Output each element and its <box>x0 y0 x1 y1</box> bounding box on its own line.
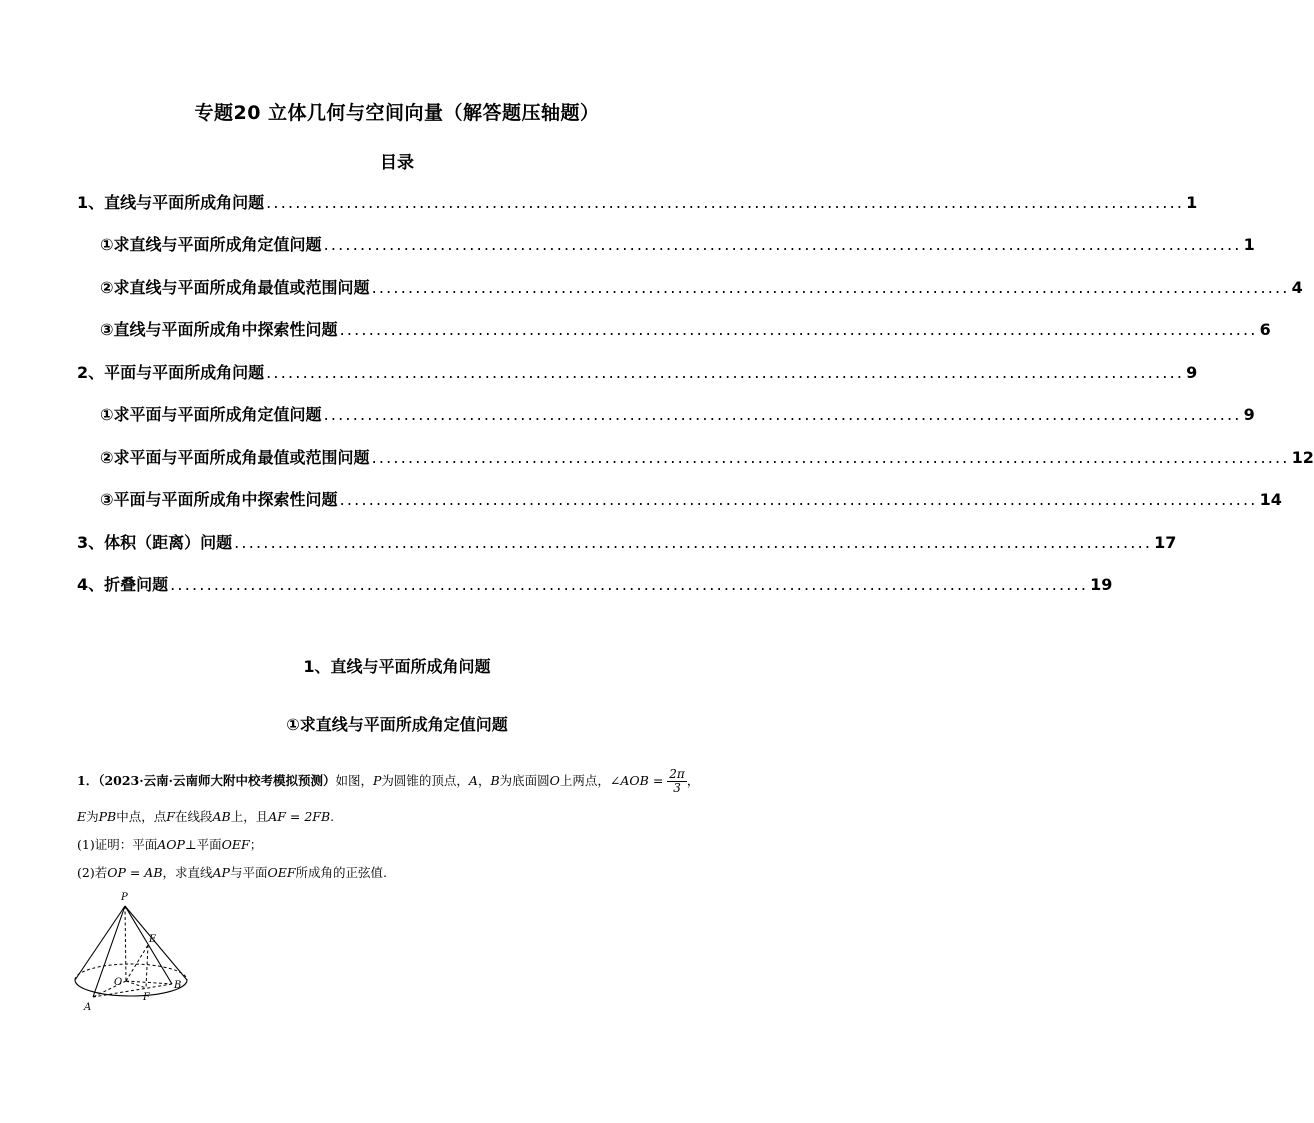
toc-entry-page: 1 <box>1186 193 1198 212</box>
toc-entry[interactable] <box>100 445 1314 469</box>
toc-heading: 目录 <box>380 153 414 173</box>
problem-text: 上，且 <box>230 809 269 824</box>
toc-leader: .............................................................................................................................. <box>170 575 1089 594</box>
subsection-heading: ①求直线与平面所成角定值问题 <box>286 715 508 734</box>
toc-entry[interactable] <box>100 275 1303 299</box>
segment-PB <box>125 906 172 984</box>
problem-text: 为圆锥的顶点， <box>381 773 469 788</box>
toc-leader: .............................................................................................................................. <box>323 405 1242 424</box>
problem-text: 为 <box>86 809 99 824</box>
problem-text: ⊥平面 <box>184 837 222 852</box>
math-var: F <box>166 809 175 824</box>
problem-text: 中点，点 <box>116 809 167 824</box>
problem-text: . <box>330 809 335 824</box>
problem-text: ， <box>477 773 491 788</box>
cone-figure <box>70 886 190 1016</box>
problem-text: (1)证明：平面 <box>77 837 158 852</box>
math-var: OEF <box>221 837 250 852</box>
math-var: O <box>549 773 560 788</box>
problem-text: 为底面圆 <box>499 773 550 788</box>
problem-part-2 <box>77 864 727 882</box>
label-E: E <box>149 934 157 945</box>
segment-OE <box>126 945 148 981</box>
problem-text: 在线段 <box>174 809 213 824</box>
toc-leader: .............................................................................................................................. <box>371 278 1290 297</box>
problem-text: 所成角的正弦值. <box>295 865 388 880</box>
problem-text: ； <box>249 837 263 852</box>
fraction-numerator: 2π <box>669 767 685 781</box>
toc-entry-page: 9 <box>1243 405 1255 424</box>
toc-entry[interactable] <box>100 232 1255 256</box>
toc-entry-label: ②求平面与平面所成角最值或范围问题 <box>100 448 370 467</box>
label-B: B <box>174 980 182 991</box>
section-heading: 1、直线与平面所成角问题 <box>303 657 491 676</box>
cone-base-front <box>75 980 187 996</box>
toc-entry[interactable] <box>100 317 1271 341</box>
math-var: E <box>77 809 87 824</box>
label-P: P <box>121 892 128 903</box>
toc-entry-page: 1 <box>1243 235 1255 254</box>
toc-entry[interactable] <box>77 360 1198 384</box>
toc-entry-label: ①求平面与平面所成角定值问题 <box>100 405 322 424</box>
toc-entry[interactable] <box>100 487 1282 511</box>
toc-entry-page: 4 <box>1291 278 1303 297</box>
math-expr: ∠AOB = <box>609 773 664 788</box>
label-O: O <box>114 977 123 988</box>
problem-text: 与平面 <box>229 865 268 880</box>
toc-entry-page: 19 <box>1090 575 1113 594</box>
toc-entry[interactable] <box>77 190 1198 214</box>
toc-entry-label: 4、折叠问题 <box>77 575 169 594</box>
math-var: P <box>372 773 382 788</box>
problem-line-1 <box>77 768 727 795</box>
fraction <box>667 768 687 795</box>
problem-number: 1． <box>77 773 99 788</box>
problem-text: 上两点， <box>559 773 610 788</box>
label-A: A <box>84 1002 92 1013</box>
toc-entry-label: 2、平面与平面所成角问题 <box>77 363 265 382</box>
problem-text: 如图， <box>335 773 373 788</box>
problem-line-2 <box>77 808 727 826</box>
math-var: B <box>490 773 500 788</box>
toc-leader: .............................................................................................................................. <box>339 490 1258 509</box>
cone-base-back <box>75 964 187 980</box>
toc-entry[interactable] <box>77 530 1177 554</box>
toc-entry-page: 14 <box>1259 490 1282 509</box>
toc-leader: .............................................................................................................................. <box>266 193 1185 212</box>
problem-part-1 <box>77 836 727 854</box>
math-var: AOP <box>157 837 185 852</box>
segment-PO <box>125 906 126 981</box>
toc-entry-page: 6 <box>1259 320 1271 339</box>
toc-entry-page: 12 <box>1291 448 1314 467</box>
problem-text: ，求直线 <box>162 865 213 880</box>
toc-entry-label: 3、体积（距离）问题 <box>77 533 233 552</box>
toc-leader: .............................................................................................................................. <box>266 363 1185 382</box>
math-var: AB <box>212 809 231 824</box>
toc-entry-page: 9 <box>1186 363 1198 382</box>
toc-leader: .............................................................................................................................. <box>234 533 1153 552</box>
problem-text: ， <box>686 773 700 788</box>
fraction-denominator: 3 <box>673 781 681 795</box>
math-expr: OP = AB <box>107 865 163 880</box>
toc-entry-page: 17 <box>1154 533 1177 552</box>
toc-entry-label: ③平面与平面所成角中探索性问题 <box>100 490 338 509</box>
math-var: A <box>468 773 478 788</box>
label-F: F <box>143 992 150 1003</box>
toc-entry-label: ②求直线与平面所成角最值或范围问题 <box>100 278 370 297</box>
segment-AB <box>93 984 172 997</box>
toc-entry[interactable] <box>100 402 1255 426</box>
math-expr: AF = 2FB <box>268 809 331 824</box>
toc-entry[interactable] <box>77 572 1113 596</box>
document-title: 专题20 立体几何与空间向量（解答题压轴题） <box>194 102 600 124</box>
math-var: PB <box>98 809 117 824</box>
math-var: OEF <box>267 865 296 880</box>
toc-leader: .............................................................................................................................. <box>339 320 1258 339</box>
toc-entry-label: ①求直线与平面所成角定值问题 <box>100 235 322 254</box>
toc-entry-label: 1、直线与平面所成角问题 <box>77 193 265 212</box>
toc-leader: .............................................................................................................................. <box>323 235 1242 254</box>
segment-EF <box>146 945 148 988</box>
math-var: AP <box>212 865 230 880</box>
cone-edge-left <box>75 906 125 980</box>
toc-leader: .............................................................................................................................. <box>371 448 1290 467</box>
toc-entry-label: ③直线与平面所成角中探索性问题 <box>100 320 338 339</box>
problem-source: （2023·云南·云南师大附中校考模拟预测） <box>98 773 336 788</box>
problem-text: (2)若 <box>77 865 108 880</box>
